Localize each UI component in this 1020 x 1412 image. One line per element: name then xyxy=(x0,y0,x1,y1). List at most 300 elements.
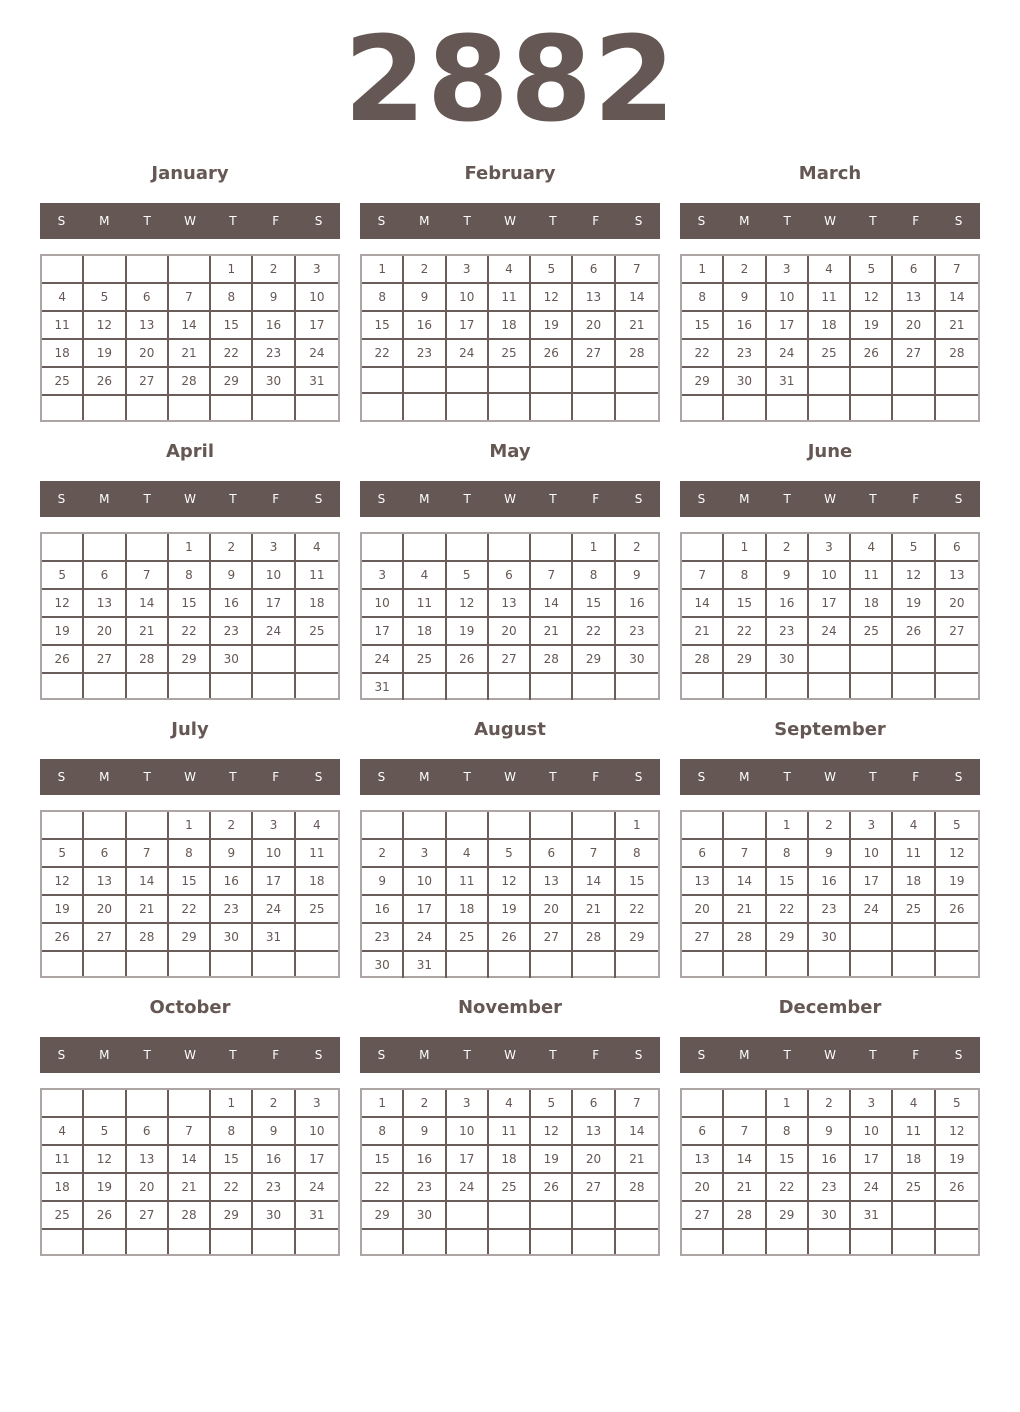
day-cell[interactable]: 6 xyxy=(936,534,978,562)
day-cell[interactable]: 12 xyxy=(489,868,531,896)
day-cell[interactable]: 4 xyxy=(296,812,338,840)
day-cell[interactable]: 28 xyxy=(616,340,658,368)
day-cell[interactable]: 10 xyxy=(296,284,338,312)
day-cell[interactable]: 5 xyxy=(489,840,531,868)
day-cell[interactable]: 20 xyxy=(936,590,978,618)
day-cell[interactable]: 18 xyxy=(489,312,531,340)
day-cell[interactable]: 9 xyxy=(362,868,404,896)
day-cell[interactable]: 10 xyxy=(253,840,295,868)
day-cell[interactable]: 5 xyxy=(936,812,978,840)
day-cell[interactable]: 18 xyxy=(851,590,893,618)
day-cell[interactable]: 23 xyxy=(253,1174,295,1202)
day-cell[interactable]: 26 xyxy=(84,368,126,396)
day-cell[interactable]: 10 xyxy=(404,868,446,896)
day-cell[interactable]: 31 xyxy=(362,674,404,700)
day-cell[interactable]: 9 xyxy=(809,1118,851,1146)
day-cell[interactable]: 4 xyxy=(447,840,489,868)
day-cell[interactable]: 1 xyxy=(362,1090,404,1118)
day-cell[interactable]: 24 xyxy=(447,1174,489,1202)
day-cell[interactable]: 20 xyxy=(84,896,126,924)
day-cell[interactable]: 23 xyxy=(809,1174,851,1202)
day-cell[interactable]: 3 xyxy=(404,840,446,868)
day-cell[interactable]: 16 xyxy=(253,312,295,340)
day-cell[interactable]: 1 xyxy=(211,1090,253,1118)
day-cell[interactable]: 14 xyxy=(531,590,573,618)
day-cell[interactable]: 17 xyxy=(296,1146,338,1174)
day-cell[interactable]: 13 xyxy=(84,868,126,896)
day-cell[interactable]: 4 xyxy=(893,812,935,840)
day-cell[interactable]: 6 xyxy=(682,840,724,868)
day-cell[interactable]: 17 xyxy=(296,312,338,340)
day-cell[interactable]: 7 xyxy=(127,840,169,868)
day-cell[interactable]: 11 xyxy=(404,590,446,618)
day-cell[interactable]: 10 xyxy=(767,284,809,312)
day-cell[interactable]: 22 xyxy=(724,618,766,646)
day-cell[interactable]: 17 xyxy=(809,590,851,618)
day-cell[interactable]: 18 xyxy=(893,868,935,896)
day-cell[interactable]: 7 xyxy=(724,1118,766,1146)
day-cell[interactable]: 27 xyxy=(127,368,169,396)
day-cell[interactable]: 13 xyxy=(682,868,724,896)
day-cell[interactable]: 30 xyxy=(253,1202,295,1230)
day-cell[interactable]: 26 xyxy=(42,646,84,674)
day-cell[interactable]: 25 xyxy=(447,924,489,952)
day-cell[interactable]: 22 xyxy=(616,896,658,924)
day-cell[interactable]: 24 xyxy=(253,618,295,646)
day-cell[interactable]: 10 xyxy=(296,1118,338,1146)
day-cell[interactable]: 30 xyxy=(211,646,253,674)
day-cell[interactable]: 14 xyxy=(127,868,169,896)
day-cell[interactable]: 18 xyxy=(447,896,489,924)
day-cell[interactable]: 21 xyxy=(936,312,978,340)
day-cell[interactable]: 15 xyxy=(362,1146,404,1174)
day-cell[interactable]: 16 xyxy=(616,590,658,618)
day-cell[interactable]: 5 xyxy=(447,562,489,590)
day-cell[interactable]: 11 xyxy=(809,284,851,312)
day-cell[interactable]: 26 xyxy=(84,1202,126,1230)
day-cell[interactable]: 16 xyxy=(362,896,404,924)
day-cell[interactable]: 15 xyxy=(767,1146,809,1174)
day-cell[interactable]: 18 xyxy=(296,868,338,896)
day-cell[interactable]: 8 xyxy=(362,284,404,312)
day-cell[interactable]: 21 xyxy=(682,618,724,646)
day-cell[interactable]: 13 xyxy=(936,562,978,590)
day-cell[interactable]: 1 xyxy=(169,534,211,562)
day-cell[interactable]: 27 xyxy=(127,1202,169,1230)
day-cell[interactable]: 8 xyxy=(724,562,766,590)
day-cell[interactable]: 18 xyxy=(296,590,338,618)
day-cell[interactable]: 25 xyxy=(851,618,893,646)
day-cell[interactable]: 28 xyxy=(127,924,169,952)
day-cell[interactable]: 6 xyxy=(531,840,573,868)
day-cell[interactable]: 15 xyxy=(767,868,809,896)
day-cell[interactable]: 1 xyxy=(169,812,211,840)
day-cell[interactable]: 5 xyxy=(893,534,935,562)
day-cell[interactable]: 5 xyxy=(531,1090,573,1118)
day-cell[interactable]: 30 xyxy=(404,1202,446,1230)
day-cell[interactable]: 16 xyxy=(809,868,851,896)
day-cell[interactable]: 23 xyxy=(809,896,851,924)
day-cell[interactable]: 14 xyxy=(616,284,658,312)
day-cell[interactable]: 3 xyxy=(851,812,893,840)
day-cell[interactable]: 8 xyxy=(616,840,658,868)
day-cell[interactable]: 19 xyxy=(893,590,935,618)
day-cell[interactable]: 17 xyxy=(851,868,893,896)
day-cell[interactable]: 17 xyxy=(253,868,295,896)
day-cell[interactable]: 5 xyxy=(936,1090,978,1118)
day-cell[interactable]: 29 xyxy=(573,646,615,674)
day-cell[interactable]: 21 xyxy=(573,896,615,924)
day-cell[interactable]: 13 xyxy=(573,284,615,312)
day-cell[interactable]: 18 xyxy=(42,1174,84,1202)
day-cell[interactable]: 3 xyxy=(809,534,851,562)
day-cell[interactable]: 6 xyxy=(84,840,126,868)
day-cell[interactable]: 26 xyxy=(936,1174,978,1202)
day-cell[interactable]: 12 xyxy=(447,590,489,618)
day-cell[interactable]: 23 xyxy=(767,618,809,646)
day-cell[interactable]: 8 xyxy=(211,284,253,312)
day-cell[interactable]: 19 xyxy=(936,1146,978,1174)
day-cell[interactable]: 24 xyxy=(253,896,295,924)
day-cell[interactable]: 24 xyxy=(296,1174,338,1202)
day-cell[interactable]: 21 xyxy=(531,618,573,646)
day-cell[interactable]: 18 xyxy=(809,312,851,340)
day-cell[interactable]: 23 xyxy=(211,896,253,924)
day-cell[interactable]: 23 xyxy=(253,340,295,368)
day-cell[interactable]: 16 xyxy=(767,590,809,618)
day-cell[interactable]: 29 xyxy=(724,646,766,674)
day-cell[interactable]: 25 xyxy=(893,896,935,924)
day-cell[interactable]: 2 xyxy=(809,812,851,840)
day-cell[interactable]: 14 xyxy=(724,1146,766,1174)
day-cell[interactable]: 19 xyxy=(531,312,573,340)
day-cell[interactable]: 13 xyxy=(84,590,126,618)
day-cell[interactable]: 29 xyxy=(682,368,724,396)
day-cell[interactable]: 31 xyxy=(253,924,295,952)
day-cell[interactable]: 18 xyxy=(42,340,84,368)
day-cell[interactable]: 1 xyxy=(573,534,615,562)
day-cell[interactable]: 5 xyxy=(851,256,893,284)
day-cell[interactable]: 1 xyxy=(724,534,766,562)
day-cell[interactable]: 24 xyxy=(296,340,338,368)
day-cell[interactable]: 2 xyxy=(616,534,658,562)
day-cell[interactable]: 8 xyxy=(682,284,724,312)
day-cell[interactable]: 20 xyxy=(531,896,573,924)
day-cell[interactable]: 16 xyxy=(211,868,253,896)
day-cell[interactable]: 22 xyxy=(362,1174,404,1202)
day-cell[interactable]: 15 xyxy=(169,590,211,618)
day-cell[interactable]: 14 xyxy=(169,1146,211,1174)
day-cell[interactable]: 12 xyxy=(42,590,84,618)
day-cell[interactable]: 8 xyxy=(573,562,615,590)
day-cell[interactable]: 30 xyxy=(362,952,404,978)
day-cell[interactable]: 7 xyxy=(616,256,658,284)
day-cell[interactable]: 28 xyxy=(936,340,978,368)
day-cell[interactable]: 29 xyxy=(616,924,658,952)
day-cell[interactable]: 19 xyxy=(84,340,126,368)
day-cell[interactable]: 22 xyxy=(211,340,253,368)
day-cell[interactable]: 21 xyxy=(724,1174,766,1202)
day-cell[interactable]: 15 xyxy=(211,312,253,340)
day-cell[interactable]: 23 xyxy=(404,1174,446,1202)
day-cell[interactable]: 1 xyxy=(211,256,253,284)
day-cell[interactable]: 9 xyxy=(253,1118,295,1146)
day-cell[interactable]: 31 xyxy=(296,368,338,396)
day-cell[interactable]: 28 xyxy=(573,924,615,952)
day-cell[interactable]: 20 xyxy=(489,618,531,646)
day-cell[interactable]: 16 xyxy=(211,590,253,618)
day-cell[interactable]: 9 xyxy=(809,840,851,868)
day-cell[interactable]: 13 xyxy=(531,868,573,896)
day-cell[interactable]: 27 xyxy=(573,1174,615,1202)
day-cell[interactable]: 12 xyxy=(42,868,84,896)
day-cell[interactable]: 22 xyxy=(573,618,615,646)
day-cell[interactable]: 25 xyxy=(42,368,84,396)
day-cell[interactable]: 2 xyxy=(211,812,253,840)
day-cell[interactable]: 3 xyxy=(447,1090,489,1118)
day-cell[interactable]: 28 xyxy=(127,646,169,674)
day-cell[interactable]: 17 xyxy=(447,1146,489,1174)
day-cell[interactable]: 24 xyxy=(851,896,893,924)
day-cell[interactable]: 26 xyxy=(447,646,489,674)
day-cell[interactable]: 23 xyxy=(616,618,658,646)
day-cell[interactable]: 6 xyxy=(127,1118,169,1146)
day-cell[interactable]: 24 xyxy=(851,1174,893,1202)
day-cell[interactable]: 10 xyxy=(253,562,295,590)
day-cell[interactable]: 23 xyxy=(724,340,766,368)
day-cell[interactable]: 6 xyxy=(573,256,615,284)
day-cell[interactable]: 2 xyxy=(724,256,766,284)
day-cell[interactable]: 16 xyxy=(809,1146,851,1174)
day-cell[interactable]: 22 xyxy=(211,1174,253,1202)
day-cell[interactable]: 3 xyxy=(296,1090,338,1118)
day-cell[interactable]: 30 xyxy=(809,924,851,952)
day-cell[interactable]: 19 xyxy=(851,312,893,340)
day-cell[interactable]: 25 xyxy=(809,340,851,368)
day-cell[interactable]: 20 xyxy=(127,1174,169,1202)
day-cell[interactable]: 21 xyxy=(724,896,766,924)
day-cell[interactable]: 20 xyxy=(682,896,724,924)
day-cell[interactable]: 28 xyxy=(682,646,724,674)
day-cell[interactable]: 15 xyxy=(169,868,211,896)
day-cell[interactable]: 28 xyxy=(724,924,766,952)
day-cell[interactable]: 11 xyxy=(296,562,338,590)
day-cell[interactable]: 8 xyxy=(169,562,211,590)
day-cell[interactable]: 29 xyxy=(767,924,809,952)
day-cell[interactable]: 8 xyxy=(767,840,809,868)
day-cell[interactable]: 24 xyxy=(362,646,404,674)
day-cell[interactable]: 27 xyxy=(531,924,573,952)
day-cell[interactable]: 6 xyxy=(573,1090,615,1118)
day-cell[interactable]: 27 xyxy=(682,1202,724,1230)
day-cell[interactable]: 29 xyxy=(767,1202,809,1230)
day-cell[interactable]: 6 xyxy=(489,562,531,590)
day-cell[interactable]: 26 xyxy=(531,1174,573,1202)
day-cell[interactable]: 2 xyxy=(253,1090,295,1118)
day-cell[interactable]: 3 xyxy=(253,534,295,562)
day-cell[interactable]: 9 xyxy=(211,840,253,868)
day-cell[interactable]: 16 xyxy=(404,312,446,340)
day-cell[interactable]: 27 xyxy=(936,618,978,646)
day-cell[interactable]: 20 xyxy=(893,312,935,340)
day-cell[interactable]: 25 xyxy=(296,896,338,924)
day-cell[interactable]: 19 xyxy=(84,1174,126,1202)
day-cell[interactable]: 6 xyxy=(84,562,126,590)
day-cell[interactable]: 13 xyxy=(893,284,935,312)
day-cell[interactable]: 14 xyxy=(682,590,724,618)
day-cell[interactable]: 5 xyxy=(42,840,84,868)
day-cell[interactable]: 7 xyxy=(531,562,573,590)
day-cell[interactable]: 13 xyxy=(573,1118,615,1146)
day-cell[interactable]: 27 xyxy=(84,646,126,674)
day-cell[interactable]: 23 xyxy=(404,340,446,368)
day-cell[interactable]: 12 xyxy=(84,312,126,340)
day-cell[interactable]: 7 xyxy=(127,562,169,590)
day-cell[interactable]: 26 xyxy=(893,618,935,646)
day-cell[interactable]: 25 xyxy=(296,618,338,646)
day-cell[interactable]: 10 xyxy=(447,284,489,312)
day-cell[interactable]: 29 xyxy=(211,368,253,396)
day-cell[interactable]: 14 xyxy=(127,590,169,618)
day-cell[interactable]: 25 xyxy=(42,1202,84,1230)
day-cell[interactable]: 4 xyxy=(851,534,893,562)
day-cell[interactable]: 26 xyxy=(42,924,84,952)
day-cell[interactable]: 19 xyxy=(936,868,978,896)
day-cell[interactable]: 17 xyxy=(851,1146,893,1174)
day-cell[interactable]: 23 xyxy=(211,618,253,646)
day-cell[interactable]: 24 xyxy=(404,924,446,952)
day-cell[interactable]: 7 xyxy=(724,840,766,868)
day-cell[interactable]: 11 xyxy=(42,1146,84,1174)
day-cell[interactable]: 17 xyxy=(362,618,404,646)
day-cell[interactable]: 30 xyxy=(767,646,809,674)
day-cell[interactable]: 26 xyxy=(936,896,978,924)
day-cell[interactable]: 21 xyxy=(616,1146,658,1174)
day-cell[interactable]: 12 xyxy=(84,1146,126,1174)
day-cell[interactable]: 18 xyxy=(404,618,446,646)
day-cell[interactable]: 19 xyxy=(489,896,531,924)
day-cell[interactable]: 28 xyxy=(724,1202,766,1230)
day-cell[interactable]: 12 xyxy=(531,284,573,312)
day-cell[interactable]: 4 xyxy=(489,256,531,284)
day-cell[interactable]: 13 xyxy=(682,1146,724,1174)
day-cell[interactable]: 3 xyxy=(253,812,295,840)
day-cell[interactable]: 15 xyxy=(724,590,766,618)
day-cell[interactable]: 19 xyxy=(447,618,489,646)
day-cell[interactable]: 9 xyxy=(404,284,446,312)
day-cell[interactable]: 1 xyxy=(362,256,404,284)
day-cell[interactable]: 25 xyxy=(404,646,446,674)
day-cell[interactable]: 5 xyxy=(84,284,126,312)
day-cell[interactable]: 4 xyxy=(296,534,338,562)
day-cell[interactable]: 27 xyxy=(573,340,615,368)
day-cell[interactable]: 24 xyxy=(767,340,809,368)
day-cell[interactable]: 16 xyxy=(724,312,766,340)
day-cell[interactable]: 18 xyxy=(489,1146,531,1174)
day-cell[interactable]: 14 xyxy=(936,284,978,312)
day-cell[interactable]: 9 xyxy=(253,284,295,312)
day-cell[interactable]: 10 xyxy=(851,840,893,868)
day-cell[interactable]: 11 xyxy=(893,1118,935,1146)
day-cell[interactable]: 7 xyxy=(169,1118,211,1146)
day-cell[interactable]: 10 xyxy=(362,590,404,618)
day-cell[interactable]: 4 xyxy=(404,562,446,590)
day-cell[interactable]: 22 xyxy=(767,1174,809,1202)
day-cell[interactable]: 25 xyxy=(489,1174,531,1202)
day-cell[interactable]: 21 xyxy=(127,896,169,924)
day-cell[interactable]: 14 xyxy=(169,312,211,340)
day-cell[interactable]: 14 xyxy=(724,868,766,896)
day-cell[interactable]: 7 xyxy=(573,840,615,868)
day-cell[interactable]: 10 xyxy=(851,1118,893,1146)
day-cell[interactable]: 5 xyxy=(531,256,573,284)
day-cell[interactable]: 2 xyxy=(253,256,295,284)
day-cell[interactable]: 1 xyxy=(767,1090,809,1118)
day-cell[interactable]: 30 xyxy=(724,368,766,396)
day-cell[interactable]: 7 xyxy=(169,284,211,312)
day-cell[interactable]: 12 xyxy=(851,284,893,312)
day-cell[interactable]: 12 xyxy=(531,1118,573,1146)
day-cell[interactable]: 30 xyxy=(809,1202,851,1230)
day-cell[interactable]: 21 xyxy=(169,1174,211,1202)
day-cell[interactable]: 27 xyxy=(84,924,126,952)
day-cell[interactable]: 4 xyxy=(809,256,851,284)
day-cell[interactable]: 28 xyxy=(169,1202,211,1230)
day-cell[interactable]: 4 xyxy=(42,1118,84,1146)
day-cell[interactable]: 21 xyxy=(616,312,658,340)
day-cell[interactable]: 8 xyxy=(211,1118,253,1146)
day-cell[interactable]: 30 xyxy=(253,368,295,396)
day-cell[interactable]: 29 xyxy=(169,924,211,952)
day-cell[interactable]: 3 xyxy=(447,256,489,284)
day-cell[interactable]: 17 xyxy=(447,312,489,340)
day-cell[interactable]: 15 xyxy=(616,868,658,896)
day-cell[interactable]: 11 xyxy=(447,868,489,896)
day-cell[interactable]: 26 xyxy=(851,340,893,368)
day-cell[interactable]: 28 xyxy=(616,1174,658,1202)
day-cell[interactable]: 11 xyxy=(893,840,935,868)
day-cell[interactable]: 4 xyxy=(489,1090,531,1118)
day-cell[interactable]: 22 xyxy=(767,896,809,924)
day-cell[interactable]: 15 xyxy=(682,312,724,340)
day-cell[interactable]: 31 xyxy=(296,1202,338,1230)
day-cell[interactable]: 4 xyxy=(893,1090,935,1118)
day-cell[interactable]: 1 xyxy=(767,812,809,840)
day-cell[interactable]: 26 xyxy=(489,924,531,952)
day-cell[interactable]: 5 xyxy=(42,562,84,590)
day-cell[interactable]: 11 xyxy=(489,1118,531,1146)
day-cell[interactable]: 2 xyxy=(404,1090,446,1118)
day-cell[interactable]: 20 xyxy=(84,618,126,646)
day-cell[interactable]: 8 xyxy=(767,1118,809,1146)
day-cell[interactable]: 1 xyxy=(616,812,658,840)
day-cell[interactable]: 4 xyxy=(42,284,84,312)
day-cell[interactable]: 6 xyxy=(127,284,169,312)
day-cell[interactable]: 20 xyxy=(573,312,615,340)
day-cell[interactable]: 20 xyxy=(573,1146,615,1174)
day-cell[interactable]: 22 xyxy=(362,340,404,368)
day-cell[interactable]: 16 xyxy=(404,1146,446,1174)
day-cell[interactable]: 27 xyxy=(893,340,935,368)
day-cell[interactable]: 3 xyxy=(767,256,809,284)
day-cell[interactable]: 13 xyxy=(127,1146,169,1174)
day-cell[interactable]: 20 xyxy=(127,340,169,368)
day-cell[interactable]: 11 xyxy=(851,562,893,590)
day-cell[interactable]: 16 xyxy=(253,1146,295,1174)
day-cell[interactable]: 2 xyxy=(767,534,809,562)
day-cell[interactable]: 31 xyxy=(767,368,809,396)
day-cell[interactable]: 30 xyxy=(211,924,253,952)
